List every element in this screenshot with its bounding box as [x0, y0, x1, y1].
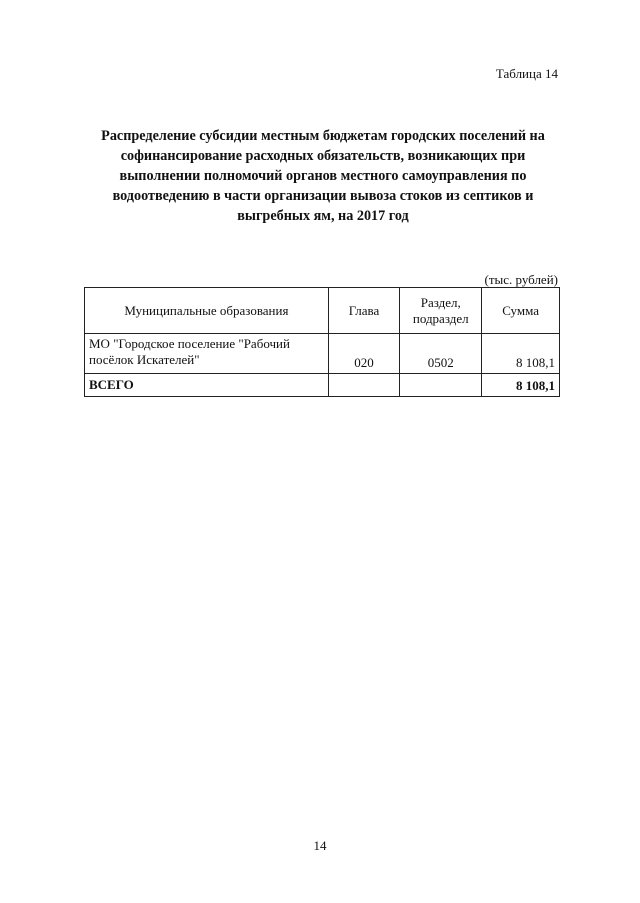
header-sum: Сумма	[482, 288, 560, 334]
subsidy-table	[84, 287, 560, 397]
page-number: 14	[313, 838, 327, 853]
total-section	[400, 374, 482, 397]
title-line: софинансирование расходных обязательств, возникающих при	[120, 148, 526, 164]
title-line: выгребных ям, на 2017 год	[237, 208, 409, 224]
units-label: (тыс. рублей)	[484, 272, 558, 287]
municipality-line1: МО "Городское поселение "Рабочий	[89, 336, 290, 351]
header-chapter: Глава	[328, 288, 399, 334]
total-chapter	[328, 374, 399, 397]
table-number-label: Таблица 14	[495, 66, 558, 81]
cell-section: 0502	[400, 334, 482, 374]
municipality-line2: посёлок Искателей"	[89, 352, 200, 367]
table-header-row	[85, 288, 560, 334]
header-section	[400, 288, 482, 334]
document-title	[86, 126, 560, 226]
header-section-line2: подраздел	[412, 310, 469, 326]
title-line: выполнении полномочий органов местного самоуправления по	[119, 168, 527, 184]
header-municipality: Муниципальные образования	[85, 288, 329, 334]
title-line: Распределение субсидии местным бюджетам городских поселений на	[101, 128, 545, 144]
cell-chapter: 020	[328, 334, 399, 374]
table-row	[85, 334, 560, 374]
header-section-line1: Раздел,	[420, 294, 461, 310]
total-label: ВСЕГО	[85, 374, 329, 397]
total-sum: 8 108,1	[482, 374, 560, 397]
total-row	[85, 374, 560, 397]
cell-municipality	[85, 334, 329, 374]
cell-sum: 8 108,1	[482, 334, 560, 374]
title-line: водоотведению в части организации вывоза стоков из септиков и	[112, 188, 534, 204]
